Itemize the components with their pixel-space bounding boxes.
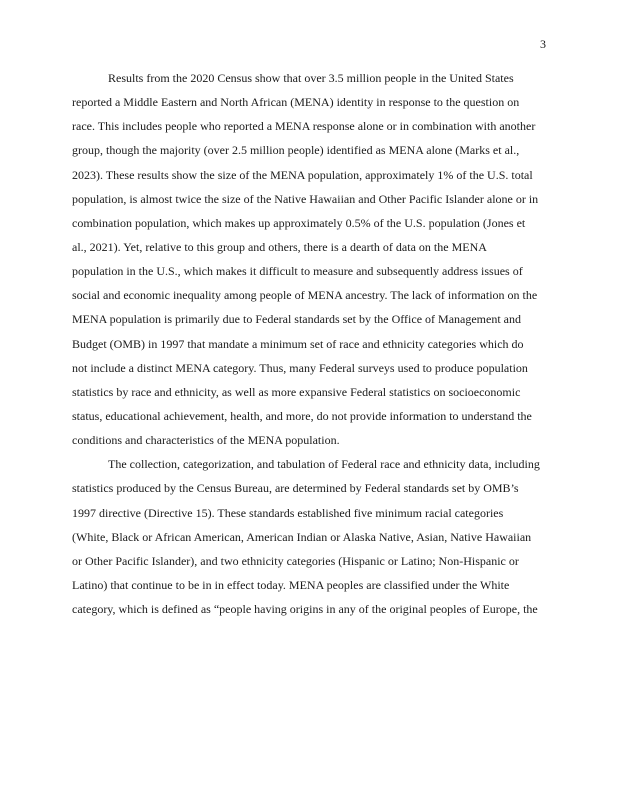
text-line: not include a distinct MENA category. Thus, many Federal surveys used to produce population <box>72 360 528 375</box>
text-line: Budget (OMB) in 1997 that mandate a minimum set of race and ethnicity categories which do <box>72 336 524 351</box>
text-line: combination population, which makes up approximately 0.5% of the U.S. population (Jones et <box>72 215 526 230</box>
text-line: population in the U.S., which makes it difficult to measure and subsequently address issues of <box>72 264 523 279</box>
text-line: race. This includes people who reported a MENA response alone or in combination with another <box>72 119 536 134</box>
text-line: MENA population is primarily due to Federal standards set by the Office of Management and <box>72 312 522 327</box>
text-line: (White, Black or African American, American Indian or Alaska Native, Asian, Native Hawaiian <box>72 529 532 544</box>
text-line: population, is almost twice the size of the Native Hawaiian and Other Pacific Islander alone or in <box>72 191 539 206</box>
paragraph-1 <box>72 66 547 452</box>
text-line: Results from the 2020 Census show that over 3.5 million people in the United States <box>108 71 514 85</box>
text-line: statistics by race and ethnicity, as well as more expansive Federal statistics on socioeconomic <box>72 384 521 399</box>
document-body <box>72 66 547 621</box>
text-line: 2023). These results show the size of the MENA population, approximately 1% of the U.S. total <box>72 167 533 182</box>
text-line: statistics produced by the Census Bureau, are determined by Federal standards set by OMB’s <box>72 481 519 496</box>
text-line: category, which is defined as “people having origins in any of the original peoples of Europe, the <box>72 602 538 617</box>
text-line: reported a Middle Eastern and North African (MENA) identity in response to the question on <box>72 95 520 110</box>
text-line: Latino) that continue to be in in effect today. MENA peoples are classified under the White <box>72 577 510 592</box>
text-line: The collection, categorization, and tabulation of Federal race and ethnicity data, including <box>108 457 540 472</box>
paragraph-2 <box>72 452 547 621</box>
text-line: al., 2021). Yet, relative to this group and others, there is a dearth of data on the MENA <box>72 239 487 254</box>
text-line: status, educational achievement, health, and more, do not provide information to understand the <box>72 408 532 423</box>
text-line: conditions and characteristics of the MENA population. <box>72 433 340 448</box>
text-line: group, though the majority (over 2.5 million people) identified as MENA alone (Marks et al., <box>72 143 520 158</box>
text-line: 1997 directive (Directive 15). These standards established five minimum racial categories <box>72 505 504 520</box>
text-line: or Other Pacific Islander), and two ethnicity categories (Hispanic or Latino; Non-Hispanic or <box>72 553 519 568</box>
text-line: social and economic inequality among people of MENA ancestry. The lack of information on the <box>72 288 538 303</box>
page-number: 3 <box>540 37 546 51</box>
